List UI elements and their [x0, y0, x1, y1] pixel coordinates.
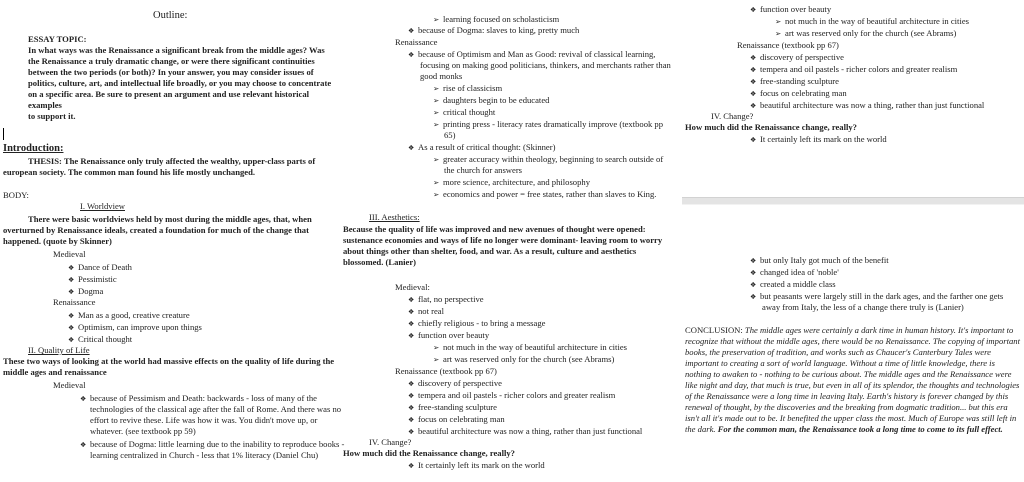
line-text: tempera and oil pastels - richer colors and greater realism: [418, 390, 616, 400]
line-text: flat, no perspective: [418, 294, 484, 304]
line-text: technologies of the classical age after the fall of Rome. And there was no: [90, 404, 342, 414]
line-text: III. Aesthetics:: [369, 212, 420, 222]
document-line: [408, 402, 497, 414]
document-line: [433, 154, 663, 165]
document-line: [68, 310, 190, 322]
line-text: the church for answers: [444, 165, 523, 175]
line-text: Renaissance (textbook pp 67): [737, 40, 839, 50]
line-text: discovery of perspective: [760, 52, 844, 62]
line-text: not real: [418, 306, 445, 316]
line-text: sustenance economies and ways of life no longer were dominant- leaving room to worry: [343, 235, 663, 245]
document-line: [28, 67, 314, 78]
document-line: [433, 95, 549, 106]
line-text: european society. The common man found his life mostly unchanged.: [3, 167, 256, 177]
document-line: [750, 52, 844, 64]
document-line: [750, 100, 984, 112]
line-text: happened. (quote by Skinner): [3, 236, 112, 246]
line-text: to support it.: [28, 111, 76, 121]
document-line: [28, 78, 331, 89]
document-line: [444, 165, 522, 176]
document-line: [408, 390, 615, 402]
document-line: [444, 130, 455, 141]
document-line: [53, 380, 85, 391]
document-line: [68, 322, 202, 334]
document-line: [685, 369, 1011, 380]
line-text: art was reserved only for the church (see Abrams): [785, 28, 957, 38]
document-line: [685, 391, 1008, 402]
document-line: [28, 89, 309, 100]
document-line: [343, 246, 636, 257]
line-text: focus on celebrating man: [418, 414, 505, 424]
line-text: Renaissance (textbook pp 67): [395, 366, 497, 376]
line-text: because of Dogma: slaves to king, pretty much: [418, 25, 580, 35]
line-text: learning centralized in Church - less that 1% literacy (Daniel Chu): [90, 450, 319, 460]
line-text: created a middle class: [760, 279, 836, 289]
document-line: [408, 294, 484, 306]
line-text: of the Renaissance were a long time in leaving Italy. Earth's history is forever changed by this: [685, 391, 1009, 401]
line-text: It certainly left its mark on the world: [760, 134, 887, 144]
line-text: on a specific area. Be sure to present an argument and use relevant historical: [28, 89, 310, 99]
line-text: rise of classicism: [443, 83, 503, 93]
line-text: IV. Change?: [711, 111, 754, 121]
document-line: [685, 336, 1020, 347]
line-text: middle ages and renaissance: [3, 367, 107, 377]
document-line: [750, 4, 831, 16]
document-line: [3, 367, 107, 378]
line-text: but peasants were largely still in the dark ages, and the farther one gets: [760, 291, 1004, 301]
line-text: II. Quality of Life: [28, 345, 90, 355]
line-text: I. Worldview: [80, 201, 125, 211]
line-text: Medieval: [53, 380, 86, 390]
document-line: [343, 224, 646, 235]
line-text: Outline:: [153, 10, 188, 21]
document-line: [685, 402, 1008, 413]
line-text: There were basic worldviews held by most during the middle ages, that, when: [28, 214, 312, 224]
line-text: Medieval:: [395, 282, 430, 292]
document-line: [28, 214, 312, 225]
line-text: free-standing sculpture: [760, 76, 839, 86]
document-line: [408, 318, 545, 330]
document-line: [3, 236, 112, 247]
document-line: [90, 426, 196, 437]
line-text: examples: [28, 100, 62, 110]
document-line: [750, 64, 957, 76]
line-text: whatever. (see textbook pp 59): [90, 426, 196, 436]
document-line: [80, 201, 125, 212]
document-line: [685, 380, 1019, 391]
line-text: Dogma: [78, 286, 104, 296]
document-line: [750, 88, 847, 100]
document-line: [28, 156, 315, 167]
line-text: changed idea of 'noble': [760, 267, 839, 277]
line-text-run: For the common man, the Renaissance took a long time to come to its full effect.: [717, 424, 1003, 434]
document-line: [90, 415, 317, 426]
document-line: [762, 302, 964, 313]
line-text: Because the quality of life was improved and new avenues of thought were opened:: [343, 224, 646, 234]
line-text: overturned by Renaissance ideals, created a foundation for much of the change that: [3, 225, 309, 235]
document-line: [750, 134, 887, 146]
document-line: [685, 347, 991, 358]
document-line: [153, 10, 187, 21]
document-line: [28, 100, 62, 111]
document-line: [775, 16, 969, 27]
line-text: discovery of perspective: [418, 378, 502, 388]
document-line: [395, 282, 430, 293]
document-line: [90, 450, 318, 461]
line-text: away from Italy, the less of a change there truly is (Lanier): [762, 302, 964, 312]
line-text: the Renaissance a truly dramatic change, or were there significant continuities: [28, 56, 315, 66]
page-break-divider: [682, 197, 1024, 205]
document-line: [408, 142, 555, 154]
line-text: BODY:: [3, 190, 29, 200]
document-line: [3, 190, 29, 201]
line-text: about things other than shelter, food, and war. As a result, culture and aesthetics: [343, 246, 637, 256]
line-text: THESIS: The Renaissance only truly affected the wealthy, upper-class parts of: [28, 156, 316, 166]
document-line: [408, 306, 444, 318]
line-text: function over beauty: [418, 330, 490, 340]
document-line: [433, 342, 627, 353]
document-line: [369, 437, 411, 448]
line-text: because of Dogma: little learning due to the inability to reproduce books -: [90, 439, 345, 449]
line-text: IV. Change?: [369, 437, 412, 447]
line-text: Optimism, can improve upon things: [78, 322, 202, 332]
line-text-run: The middle ages were certainly a dark time in human history. It's important to: [744, 325, 1014, 335]
line-text: because of Pessimism and Death: backwards - loss of many of the: [90, 393, 317, 403]
line-text: 65): [444, 130, 456, 140]
document-line: [433, 354, 614, 365]
document-line: [408, 426, 642, 438]
document-line: [395, 37, 437, 48]
document-line: [408, 460, 545, 472]
document-line: [408, 414, 505, 426]
line-text: Dance of Death: [78, 262, 132, 272]
document-line: [343, 235, 662, 246]
document-line: [28, 56, 315, 67]
document-line: [685, 122, 857, 133]
line-text: not much in the way of beautiful architecture in cities: [443, 342, 627, 352]
document-line: [685, 424, 1003, 435]
line-text: not much in the way of beautiful architecture in cities: [785, 16, 969, 26]
document-line: [90, 404, 341, 415]
document-line: [420, 60, 671, 71]
line-text: daughters begin to be educated: [443, 95, 550, 105]
document-line: [750, 267, 839, 279]
line-text: effort to revive these. Life was how it was. You didn't move up, or: [90, 415, 318, 425]
document-line: [3, 225, 309, 236]
document-line: [28, 111, 76, 122]
line-text: Renaissance: [395, 37, 438, 47]
line-text: learning focused on scholasticism: [443, 14, 560, 24]
line-text: between the two periods (or both)? In your answer, you may consider issues of: [28, 67, 314, 77]
line-text: renewal of thought, by the discoveries and the breaking from dogmatic tradition... but this era: [685, 402, 1008, 412]
line-text: focus on celebrating man: [760, 88, 847, 98]
document-line: [28, 34, 87, 45]
document-line: [711, 111, 753, 122]
document-line: [369, 212, 420, 223]
document-line: [53, 249, 85, 260]
document-line: [408, 25, 579, 37]
line-text: focusing on making good politicians, thinkers, and merchants rather than: [420, 60, 671, 70]
line-text: As a result of critical thought: (Skinner): [418, 142, 556, 152]
line-text: beautiful architecture was now a thing, rather than just functional: [418, 426, 643, 436]
document-line: [3, 167, 255, 178]
line-text: books, the preservation of tradition, and works such as Chaucer's Canterbury Tales were: [685, 347, 991, 357]
line-text: ESSAY TOPIC:: [28, 34, 87, 44]
document-line: [408, 330, 489, 342]
document-line: [420, 71, 462, 82]
line-text: Introduction:: [3, 143, 64, 154]
document-line: [408, 378, 502, 390]
line-text: critical thought: [443, 107, 496, 117]
line-text: art was reserved only for the church (see Abrams): [443, 354, 615, 364]
document-line: [750, 255, 889, 267]
line-text: important to creating a sort of world language. Without a time of little knowledge, there is: [685, 358, 995, 368]
line-text: free-standing sculpture: [418, 402, 497, 412]
line-text: Renaissance: [53, 297, 96, 307]
document-line: [685, 358, 995, 369]
line-text: like night and day, that much is true, but even in all of its splendor, the thoughts and technologies: [685, 380, 1020, 390]
line-text: tempera and oil pastels - richer colors and greater realism: [760, 64, 958, 74]
line-text: isn't all it's made out to be. It benefited the upper class the most. Much of Europe was still left in: [685, 413, 1017, 423]
line-text: It certainly left its mark on the world: [418, 460, 545, 470]
line-text: economics and power = free states, rather than slaves to King.: [443, 189, 657, 199]
document-line: [343, 257, 416, 268]
document-line: [433, 177, 590, 188]
document-line: [68, 274, 117, 286]
document-line: [433, 107, 495, 118]
line-text: These two ways of looking at the world had massive effects on the quality of life during the: [3, 356, 335, 366]
line-text: greater accuracy within theology, beginning to search outside of: [443, 154, 664, 164]
line-text: because of Optimism and Man as Good: revival of classical learning,: [418, 49, 656, 59]
document-line: [433, 189, 656, 200]
line-text: Pessimistic: [78, 274, 117, 284]
line-text: How much did the Renaissance change, really?: [685, 122, 857, 132]
document-line: [3, 143, 63, 154]
document-line: [28, 45, 325, 56]
line-text: more science, architecture, and philosophy: [443, 177, 590, 187]
document-line: [750, 279, 836, 291]
line-text: but only Italy got much of the benefit: [760, 255, 889, 265]
line-text: Medieval: [53, 249, 86, 259]
document-line: [53, 297, 95, 308]
document-line: [775, 28, 956, 39]
document-line: [28, 345, 90, 356]
line-text: chiefly religious - to bring a message: [418, 318, 546, 328]
text-cursor: [3, 128, 4, 140]
document-line: [685, 325, 1013, 336]
line-text: the dark.: [685, 424, 718, 434]
document-line: [3, 356, 334, 367]
line-text: Critical thought: [78, 334, 133, 344]
line-text: In what ways was the Renaissance a significant break from the middle ages? Was: [28, 45, 325, 55]
document-line: [737, 40, 839, 51]
document-line: [750, 76, 839, 88]
line-text: printing press - literacy rates dramatically improve (textbook pp: [443, 119, 664, 129]
line-text: beautiful architecture was now a thing, rather than just functional: [760, 100, 985, 110]
line-text: function over beauty: [760, 4, 832, 14]
document-line: [395, 366, 497, 377]
document-line: [343, 448, 515, 459]
line-text: blossomed. (Lanier): [343, 257, 417, 267]
line-text: How much did the Renaissance change, really?: [343, 448, 515, 458]
line-text: recognize that without the middle ages, there would be no Renaissance. The copying of important: [685, 336, 1020, 346]
line-text: good monks: [420, 71, 463, 81]
document-line: [68, 262, 132, 274]
document-line: [433, 83, 502, 94]
document-line: [685, 413, 1016, 424]
line-text: Man as a good, creative creature: [78, 310, 190, 320]
document-line: [433, 119, 663, 130]
line-text: politics, culture, art, and intellectual life broadly, or you may choose to concentrate: [28, 78, 332, 88]
document-line: [433, 14, 559, 25]
line-text: nothing to awaken to - nothing to be curious about. The middle ages and the Renaissance were: [685, 369, 1012, 379]
line-text: CONCLUSION:: [685, 325, 745, 335]
